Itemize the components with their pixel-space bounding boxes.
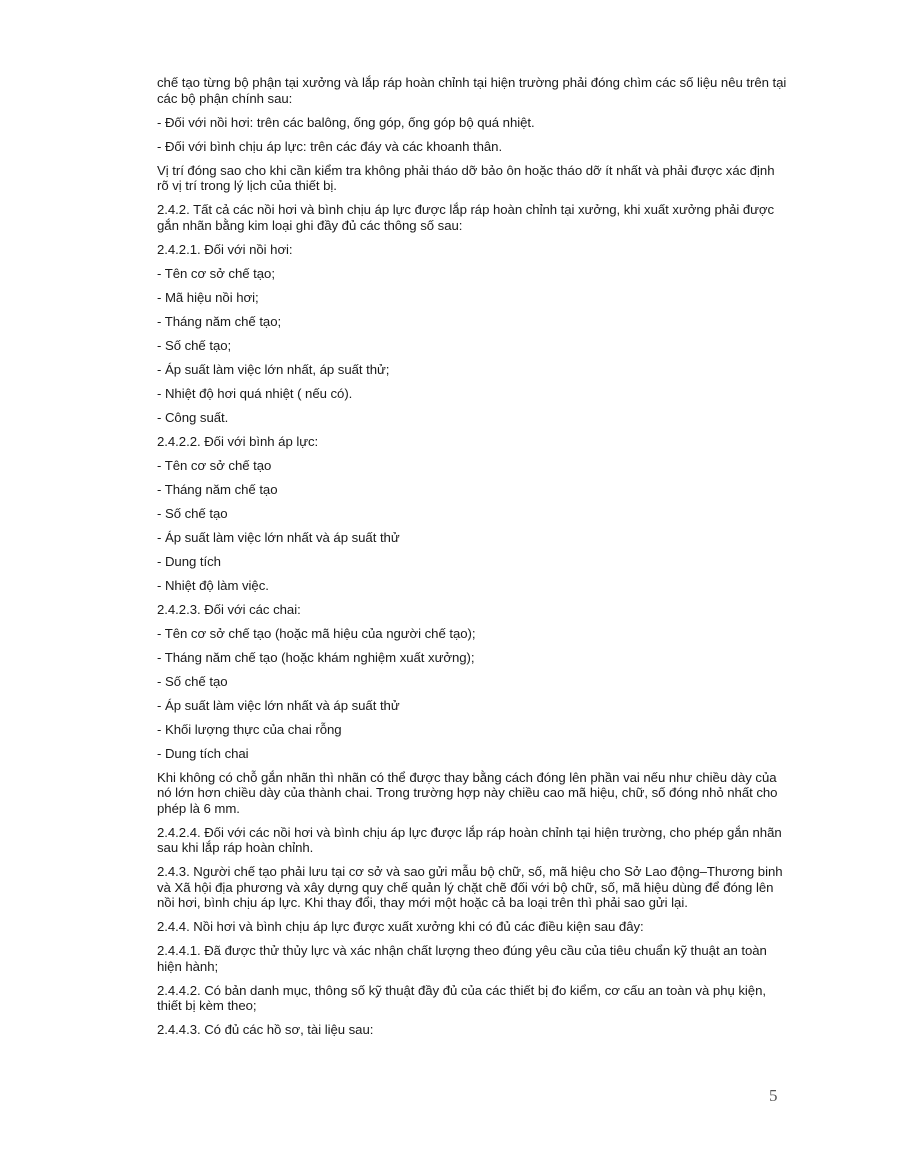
paragraph: - Số chế tạo (157, 673, 228, 689)
paragraph: - Dung tích (157, 553, 221, 569)
paragraph: - Đối với nồi hơi: trên các balông, ống góp, ống góp bộ quá nhiệt. (157, 114, 535, 130)
paragraph: 2.4.4.3. Có đủ các hồ sơ, tài liệu sau: (157, 1022, 374, 1037)
paragraph: 2.4.2.4. Đối với các nồi hơi và bình chịu áp lực được lắp ráp hoàn chỉnh tại hiện trường, cho phép gắn nhãn sau khi lắp ráp hoàn chỉnh. (157, 824, 782, 855)
paragraph: - Dung tích chai (157, 745, 249, 761)
paragraph: - Áp suất làm việc lớn nhất, áp suất thử; (157, 361, 390, 377)
paragraph: - Khối lượng thực của chai rỗng (157, 721, 342, 737)
paragraph: - Số chế tạo (157, 505, 228, 521)
paragraph: - Tên cơ sở chế tạo; (157, 265, 275, 281)
paragraph: - Mã hiệu nồi hơi; (157, 289, 259, 305)
paragraph: 2.4.3. Người chế tạo phải lưu tại cơ sở và sao gửi mẫu bộ chữ, số, mã hiệu cho Sở Lao động–Thương binh và Xã hội địa phương và xây dựng quy chế quản lý chặt chẽ đối với bộ chữ, số, mã hiệu dùng để đóng lên nồi hơi, bình chịu áp lực. Khi thay đổi, thay mới một hoặc cả ba loại trên thì phải sao gửi lại. (157, 864, 783, 910)
document-body (157, 75, 787, 1046)
paragraph: - Tháng năm chế tạo (hoặc khám nghiệm xuất xưởng); (157, 649, 475, 665)
paragraph: - Đối với bình chịu áp lực: trên các đáy và các khoanh thân. (157, 138, 503, 154)
paragraph: 2.4.2. Tất cả các nồi hơi và bình chịu áp lực được lắp ráp hoàn chỉnh tại xưởng, khi xuất xưởng phải được gắn nhãn bằng kim loại ghi đầy đủ các thông số sau: (157, 202, 775, 233)
page-number: 5 (769, 1086, 778, 1105)
paragraph: chế tạo từng bộ phận tại xưởng và lắp ráp hoàn chỉnh tại hiện trường phải đóng chìm các số liệu nêu trên tại các bộ phận chính sau: (157, 75, 787, 106)
paragraph: - Tên cơ sở chế tạo (hoặc mã hiệu của người chế tạo); (157, 625, 476, 641)
paragraph: 2.4.2.2. Đối với bình áp lực: (157, 433, 319, 449)
paragraph: - Nhiệt độ hơi quá nhiệt ( nếu có). (157, 385, 353, 401)
paragraph: - Tháng năm chế tạo (157, 481, 278, 497)
paragraph: 2.4.4.2. Có bản danh mục, thông số kỹ thuật đầy đủ của các thiết bị đo kiểm, cơ cấu an toàn và phụ kiện, thiết bị kèm theo; (157, 982, 766, 1013)
paragraph: 2.4.2.1. Đối với nồi hơi: (157, 241, 293, 257)
paragraph: - Áp suất làm việc lớn nhất và áp suất thử (157, 529, 400, 545)
paragraph: Khi không có chỗ gắn nhãn thì nhãn có thể được thay bằng cách đóng lên phần vai nếu như chiều dày của nó lớn hơn chiều dày của thành chai. Trong trường hợp này chiều cao mã hiệu, chữ, số đóng nhỏ nhất cho phép là 6 mm. (157, 769, 778, 816)
paragraph: 2.4.4.1. Đã được thử thủy lực và xác nhận chất lượng theo đúng yêu cầu của tiêu chuẩn kỹ thuật an toàn hiện hành; (157, 943, 767, 974)
paragraph: - Áp suất làm việc lớn nhất và áp suất thử (157, 697, 400, 713)
paragraph: - Tên cơ sở chế tạo (157, 457, 272, 473)
paragraph: 2.4.4. Nồi hơi và bình chịu áp lực được xuất xưởng khi có đủ các điều kiện sau đây: (157, 919, 644, 934)
paragraph: - Số chế tạo; (157, 337, 232, 353)
paragraph: - Nhiệt độ làm việc. (157, 577, 269, 593)
paragraph: 2.4.2.3. Đối với các chai: (157, 601, 301, 617)
paragraph: Vị trí đóng sao cho khi cần kiểm tra không phải tháo dỡ bảo ôn hoặc tháo dỡ ít nhất và phải được xác định rõ vị trí trong lý lịch của thiết bị. (157, 162, 775, 193)
paragraph: - Công suất. (157, 409, 229, 425)
paragraph: - Tháng năm chế tạo; (157, 313, 282, 329)
